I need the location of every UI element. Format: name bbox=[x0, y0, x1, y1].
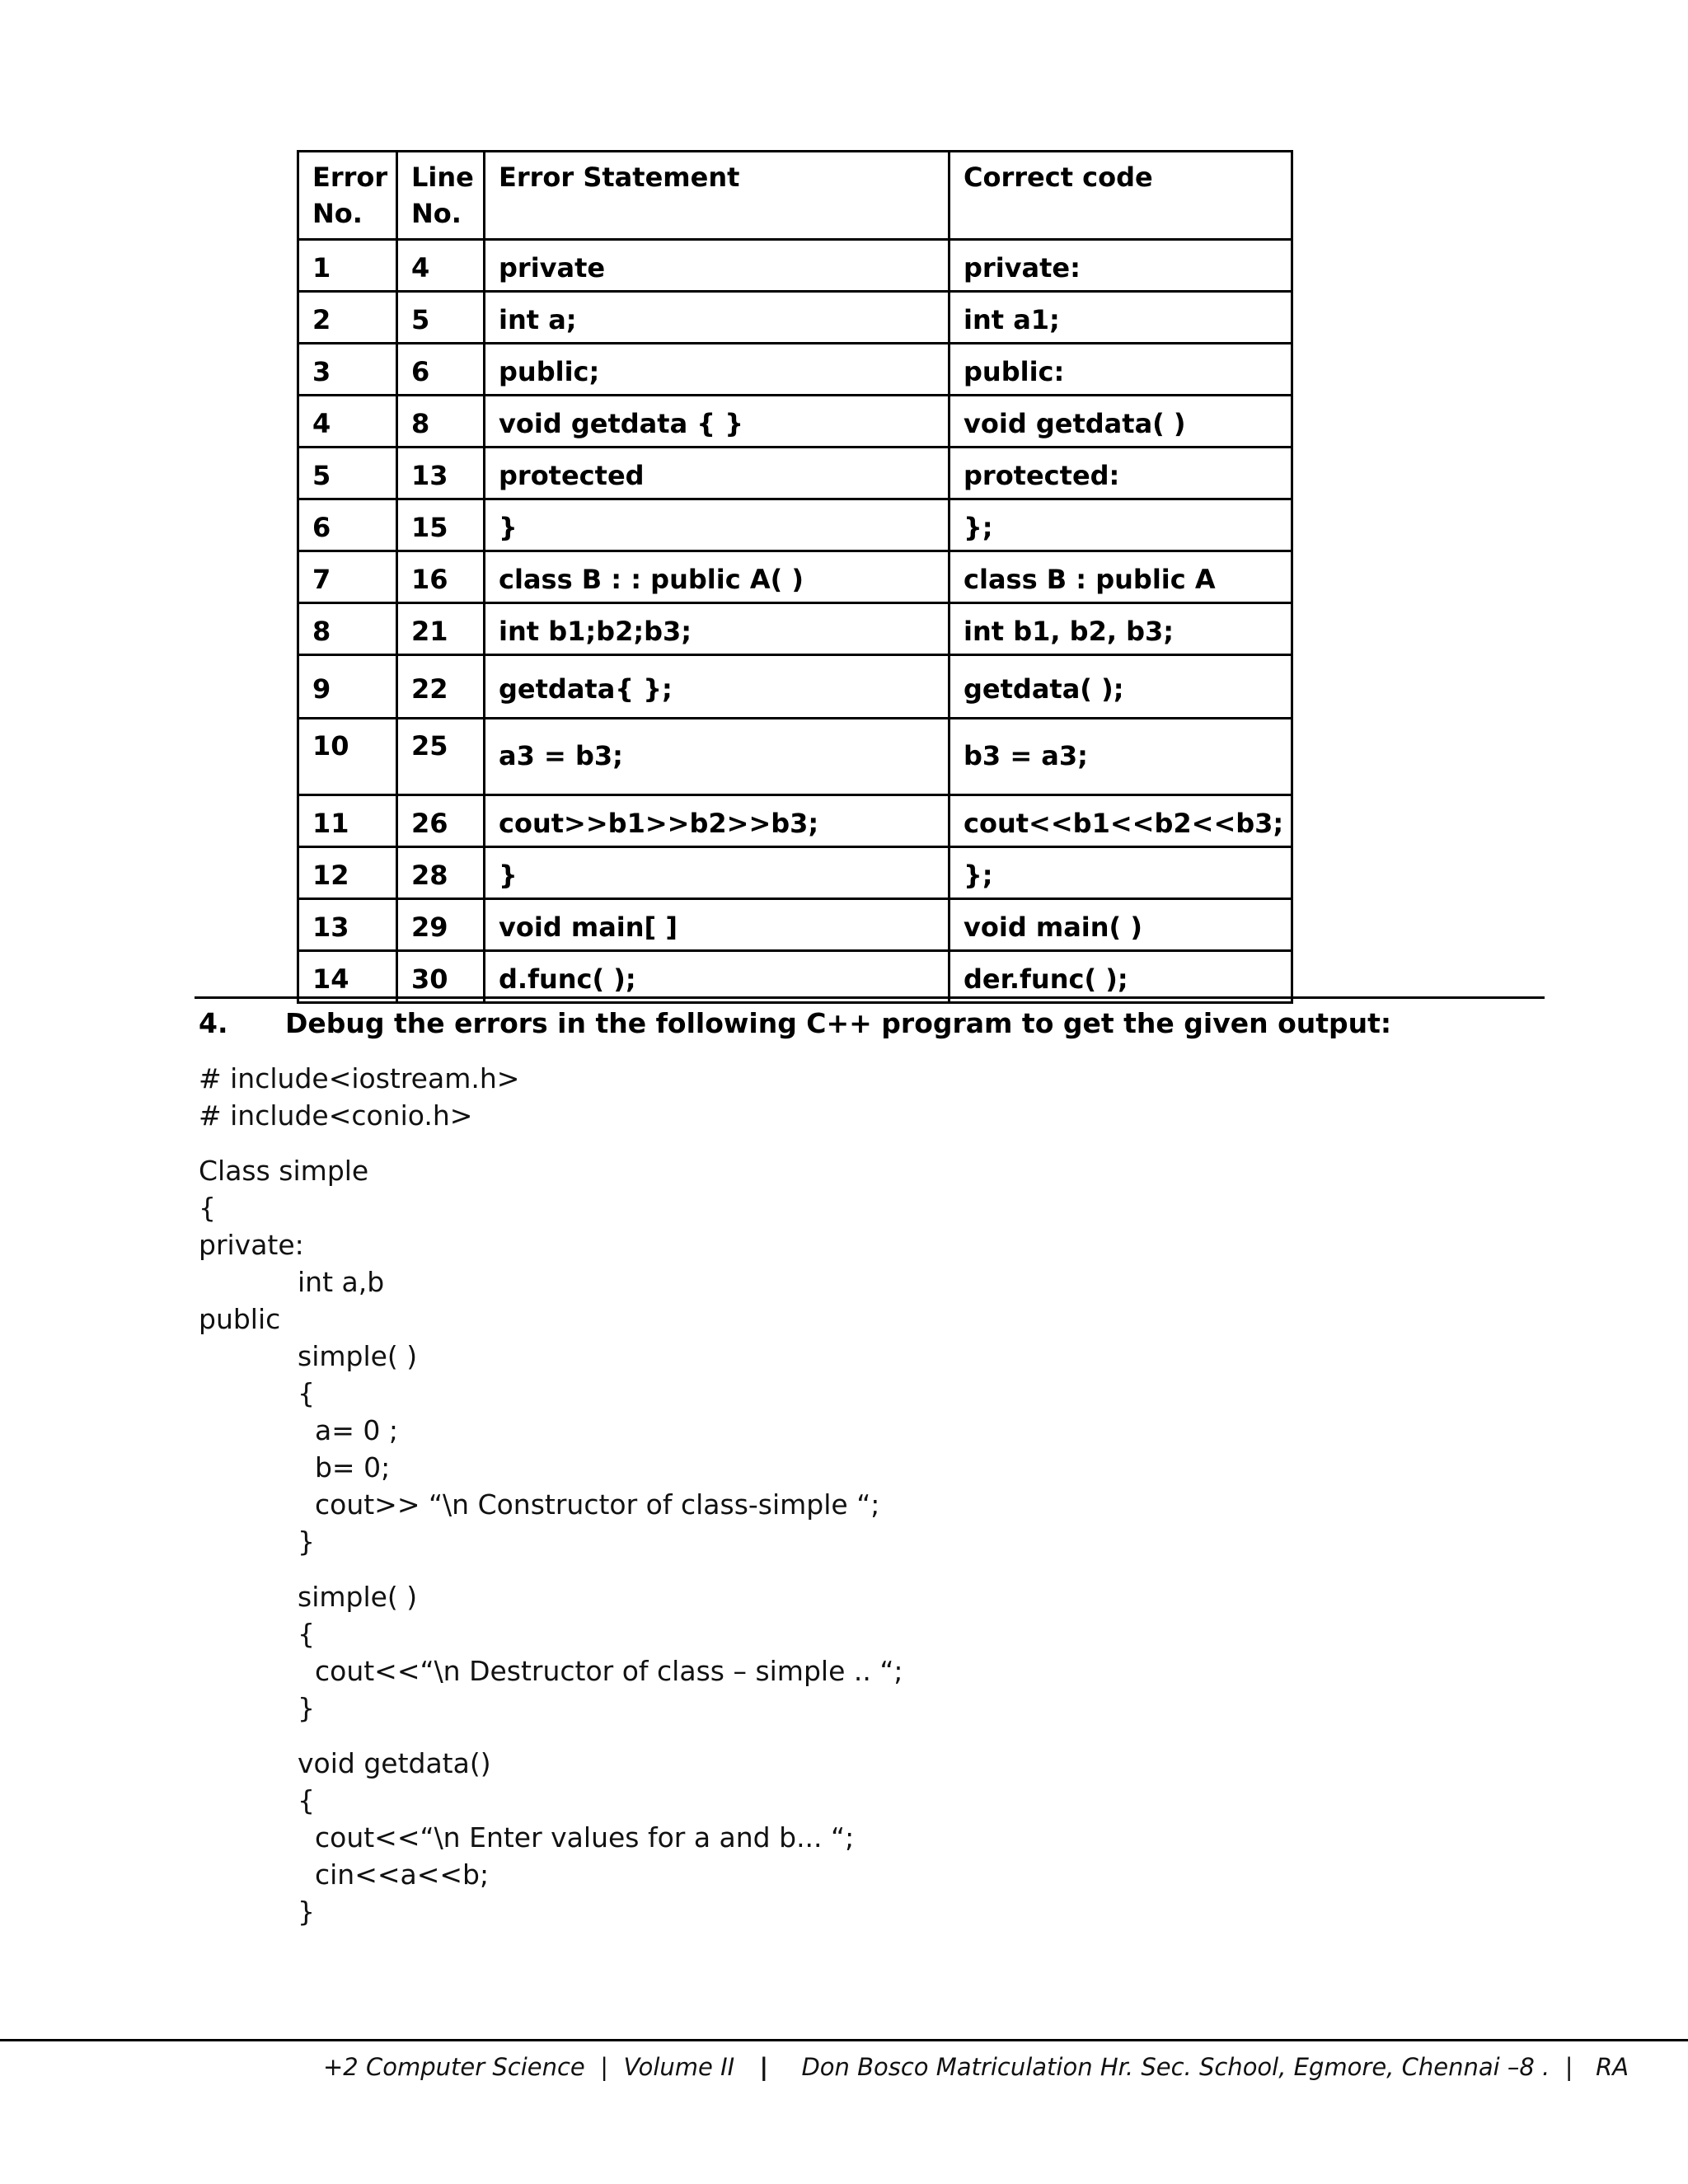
table-cell: 6 bbox=[397, 344, 485, 396]
header-cell bbox=[397, 152, 485, 240]
header-cell bbox=[298, 152, 397, 240]
code-line: cout<<“\n Destructor of class – simple .. “; bbox=[298, 1655, 903, 1687]
code-line: simple( ) bbox=[298, 1581, 418, 1613]
footer-initials: RA bbox=[1596, 2053, 1629, 2081]
table-cell: 3 bbox=[298, 344, 397, 396]
table-cell: private: bbox=[950, 240, 1292, 292]
table-row bbox=[298, 795, 1292, 847]
code-line: { bbox=[298, 1784, 315, 1816]
code-line: a= 0 ; bbox=[298, 1414, 398, 1446]
table-cell: 26 bbox=[397, 795, 485, 847]
code-line: cin<<a<<b; bbox=[298, 1858, 490, 1891]
code-line: { bbox=[199, 1192, 216, 1224]
table-cell: b3 = a3; bbox=[950, 719, 1292, 795]
table-cell: 6 bbox=[298, 499, 397, 551]
table-cell: 15 bbox=[397, 499, 485, 551]
table-row bbox=[298, 499, 1292, 551]
table-cell: cout>>b1>>b2>>b3; bbox=[485, 795, 950, 847]
table-cell: } bbox=[485, 847, 950, 899]
code-line: { bbox=[298, 1618, 315, 1650]
table-cell: 1 bbox=[298, 240, 397, 292]
code-line: cout<<“\n Enter values for a and b... “; bbox=[298, 1821, 855, 1854]
header-cell: Correct code bbox=[950, 152, 1292, 240]
code-line: int a,b bbox=[298, 1266, 385, 1298]
include-line: # include<iostream.h> bbox=[199, 1062, 520, 1094]
table-row bbox=[298, 396, 1292, 448]
table-cell: int b1;b2;b3; bbox=[485, 603, 950, 655]
table-cell: public: bbox=[950, 344, 1292, 396]
code-line: simple( ) bbox=[298, 1340, 418, 1372]
question-number: 4. bbox=[199, 1007, 228, 1039]
table-cell: getdata{ }; bbox=[485, 655, 950, 719]
table-cell: }; bbox=[950, 847, 1292, 899]
table-cell: int b1, b2, b3; bbox=[950, 603, 1292, 655]
table-row bbox=[298, 344, 1292, 396]
table-cell: 13 bbox=[298, 899, 397, 951]
question-text: Debug the errors in the following C++ program to get the given output: bbox=[285, 1007, 1392, 1039]
table-cell: 30 bbox=[397, 951, 485, 1003]
table-cell: 22 bbox=[397, 655, 485, 719]
table-cell: public; bbox=[485, 344, 950, 396]
table-header-row bbox=[298, 152, 1292, 240]
footer-volume: Volume II bbox=[623, 2053, 735, 2081]
table-row bbox=[298, 551, 1292, 603]
code-line: } bbox=[298, 1526, 315, 1558]
header-cell: Error Statement bbox=[485, 152, 950, 240]
code-line: Class simple bbox=[199, 1155, 369, 1187]
code-line: { bbox=[298, 1377, 315, 1409]
table-cell: 4 bbox=[397, 240, 485, 292]
table-cell: 10 bbox=[298, 719, 397, 795]
table-row bbox=[298, 448, 1292, 499]
header-line: Error bbox=[312, 162, 388, 193]
code-line: cout>> “\n Constructor of class-simple “; bbox=[298, 1488, 880, 1521]
table-cell: class B : : public A( ) bbox=[485, 551, 950, 603]
table-cell: 28 bbox=[397, 847, 485, 899]
code-line: private: bbox=[199, 1229, 304, 1261]
code-line: public bbox=[199, 1303, 281, 1335]
table-cell: } bbox=[485, 499, 950, 551]
table-cell: 9 bbox=[298, 655, 397, 719]
table-cell: 13 bbox=[397, 448, 485, 499]
table-cell: int a; bbox=[485, 292, 950, 344]
table-cell: 8 bbox=[397, 396, 485, 448]
table-cell: protected: bbox=[950, 448, 1292, 499]
table-row bbox=[298, 292, 1292, 344]
table-cell: protected bbox=[485, 448, 950, 499]
code-line: } bbox=[298, 1692, 315, 1724]
table-cell: class B : public A bbox=[950, 551, 1292, 603]
footer-divider bbox=[0, 2039, 1688, 2041]
table-cell: void getdata { } bbox=[485, 396, 950, 448]
table-cell: der.func( ); bbox=[950, 951, 1292, 1003]
table-cell: 25 bbox=[397, 719, 485, 795]
table-cell: 5 bbox=[298, 448, 397, 499]
header-line: No. bbox=[312, 198, 363, 229]
code-line: } bbox=[298, 1896, 315, 1928]
footer-course: +2 Computer Science bbox=[323, 2053, 585, 2081]
table-cell: cout<<b1<<b2<<b3; bbox=[950, 795, 1292, 847]
table-cell: 12 bbox=[298, 847, 397, 899]
table-row bbox=[298, 951, 1292, 1003]
header-line: No. bbox=[411, 198, 462, 229]
section-divider bbox=[195, 996, 1545, 999]
header-line: Line bbox=[411, 162, 474, 193]
table-cell: 5 bbox=[397, 292, 485, 344]
table-cell: void main( ) bbox=[950, 899, 1292, 951]
error-table-body bbox=[298, 152, 1292, 1003]
table-cell: getdata( ); bbox=[950, 655, 1292, 719]
table-row bbox=[298, 240, 1292, 292]
table-cell: 14 bbox=[298, 951, 397, 1003]
table-cell: d.func( ); bbox=[485, 951, 950, 1003]
footer-school: Don Bosco Matriculation Hr. Sec. School, Egmore, Chennai –8 . bbox=[801, 2053, 1550, 2081]
table-cell: }; bbox=[950, 499, 1292, 551]
table-row bbox=[298, 899, 1292, 951]
include-line: # include<conio.h> bbox=[199, 1099, 473, 1132]
table-cell: private bbox=[485, 240, 950, 292]
table-cell: void getdata( ) bbox=[950, 396, 1292, 448]
table-row bbox=[298, 603, 1292, 655]
code-line: void getdata() bbox=[298, 1747, 491, 1779]
table-cell: a3 = b3; bbox=[485, 719, 950, 795]
table-cell: 8 bbox=[298, 603, 397, 655]
page-footer: +2 Computer Science | Volume II | Don Bosco Matriculation Hr. Sec. School, Egmore, Chennai –8 . | RA bbox=[323, 2053, 1629, 2081]
table-cell: 29 bbox=[397, 899, 485, 951]
table-row bbox=[298, 847, 1292, 899]
table-cell: void main[ ] bbox=[485, 899, 950, 951]
table-cell: 16 bbox=[397, 551, 485, 603]
table-cell: 7 bbox=[298, 551, 397, 603]
table-cell: 4 bbox=[298, 396, 397, 448]
table-cell: 21 bbox=[397, 603, 485, 655]
table-cell: int a1; bbox=[950, 292, 1292, 344]
error-table bbox=[297, 150, 1293, 1004]
table-row bbox=[298, 719, 1292, 795]
table-cell: 2 bbox=[298, 292, 397, 344]
table-cell: 11 bbox=[298, 795, 397, 847]
code-line: b= 0; bbox=[298, 1451, 391, 1483]
table-row bbox=[298, 655, 1292, 719]
